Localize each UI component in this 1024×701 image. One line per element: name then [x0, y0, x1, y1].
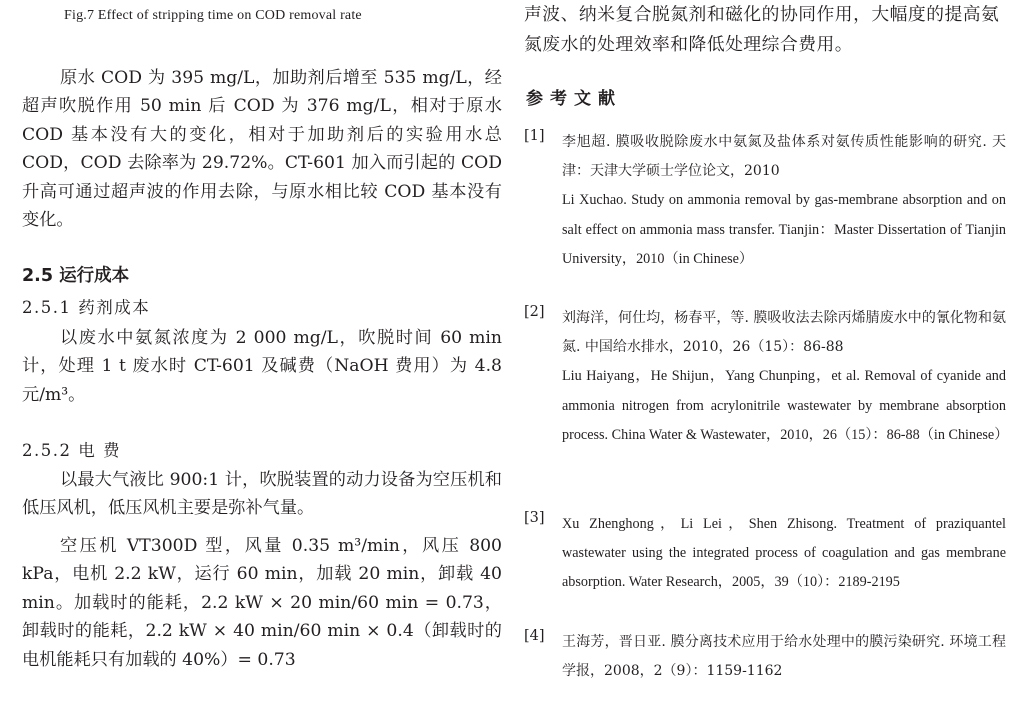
reference-item [524, 510, 1006, 598]
paragraph-cod-result: 原水 COD 为 395 mg/L，加助剂后增至 535 mg/L，经超声吹脱作用 50 min 后 COD 为 376 mg/L，相对于原水 COD 基本没有大的变化，相对于加助剂后的实验用水总 COD，COD 去除率为 29.72%。CT-601 加入而引起的 COD 升高可通过超声波的作用去除，与原水相比较 COD 基本没有变化。 [22, 68, 502, 231]
section-heading-2-5: 2.5 运行成本 [22, 266, 130, 286]
reference-text-en: Liu Haiyang，He Shijun，Yang Chunping，et al. Removal of cyanide and ammonia nitrogen from acrylonitrile wastewater by membrane absorption process. China Water & Wastewater，2010，26（15）：86-88（in Chinese） [562, 368, 1009, 443]
paragraph-reagent-cost: 以废水中氨氮浓度为 2 000 mg/L，吹脱时间 60 min 计，处理 1 t 废水时 CT-601 及碱费（NaOH 费用）为 4.8 元/m³。 [22, 328, 502, 405]
reference-number: [4] [524, 628, 545, 644]
paragraph-compressor-energy: 空压机 VT300D 型，风量 0.35 m³/min，风压 800 kPa，电机 2.2 kW，运行 60 min，加载 20 min，卸载 40 min。加载时的能耗，2.2 kW × 20 min/60 min = 0.73，卸载时的能耗，2.2 kW × 40 min/60 min × 0.4（卸载时的电机能耗只有加载的 40%）= 0.73 [22, 536, 502, 670]
reference-number: [2] [524, 304, 545, 320]
reference-number: [3] [524, 510, 545, 526]
figure-caption: Fig.7 Effect of stripping time on COD removal rate [64, 8, 362, 23]
reference-text-zh: 李旭超. 膜吸收脱除废水中氨氮及盐体系对氨传质性能影响的研究. 天津：天津大学硕士学位论文，2010 [562, 134, 1006, 180]
reference-text-zh: 刘海洋，何仕均，杨春平，等. 膜吸收法去除丙烯腈废水中的氰化物和氨氮. 中国给水排水，2010，26（15）：86-88 [562, 310, 1006, 356]
subsection-heading-2-5-2: 2.5.2 电 费 [22, 441, 121, 460]
paragraph-conclusion-end: 声波、纳米复合脱氮剂和磁化的协同作用，大幅度的提高氨氮废水的处理效率和降低处理综合费用。 [524, 4, 1000, 55]
reference-text-en: Li Xuchao. Study on ammonia removal by gas-membrane absorption and on salt effect on ammonia mass transfer. Tianjin：Master Dissertation of Tianjin University，2010（in Chinese） [562, 192, 1006, 267]
reference-item [524, 304, 1009, 450]
references-title: 参考文献 [526, 89, 622, 109]
reference-number: [1] [524, 128, 545, 144]
paragraph-power-equipment: 以最大气液比 900:1 计，吹脱装置的动力设备为空压机和低压风机，低压风机主要是弥补气量。 [22, 470, 502, 519]
reference-item [524, 128, 1006, 274]
subsection-heading-2-5-1: 2.5.1 药剂成本 [22, 298, 151, 317]
reference-item [524, 628, 1006, 686]
reference-text-en: Xu Zhenghong，Li Lei，Shen Zhisong. Treatment of praziquantel wastewater using the integrated process of coagulation and gas membrane absorption. Water Research，2005，39（10）：2189-2195 [562, 516, 1006, 591]
reference-text-zh: 王海芳，晋日亚. 膜分离技术应用于给水处理中的膜污染研究. 环境工程学报，2008，2（9）：1159-1162 [562, 634, 1006, 680]
